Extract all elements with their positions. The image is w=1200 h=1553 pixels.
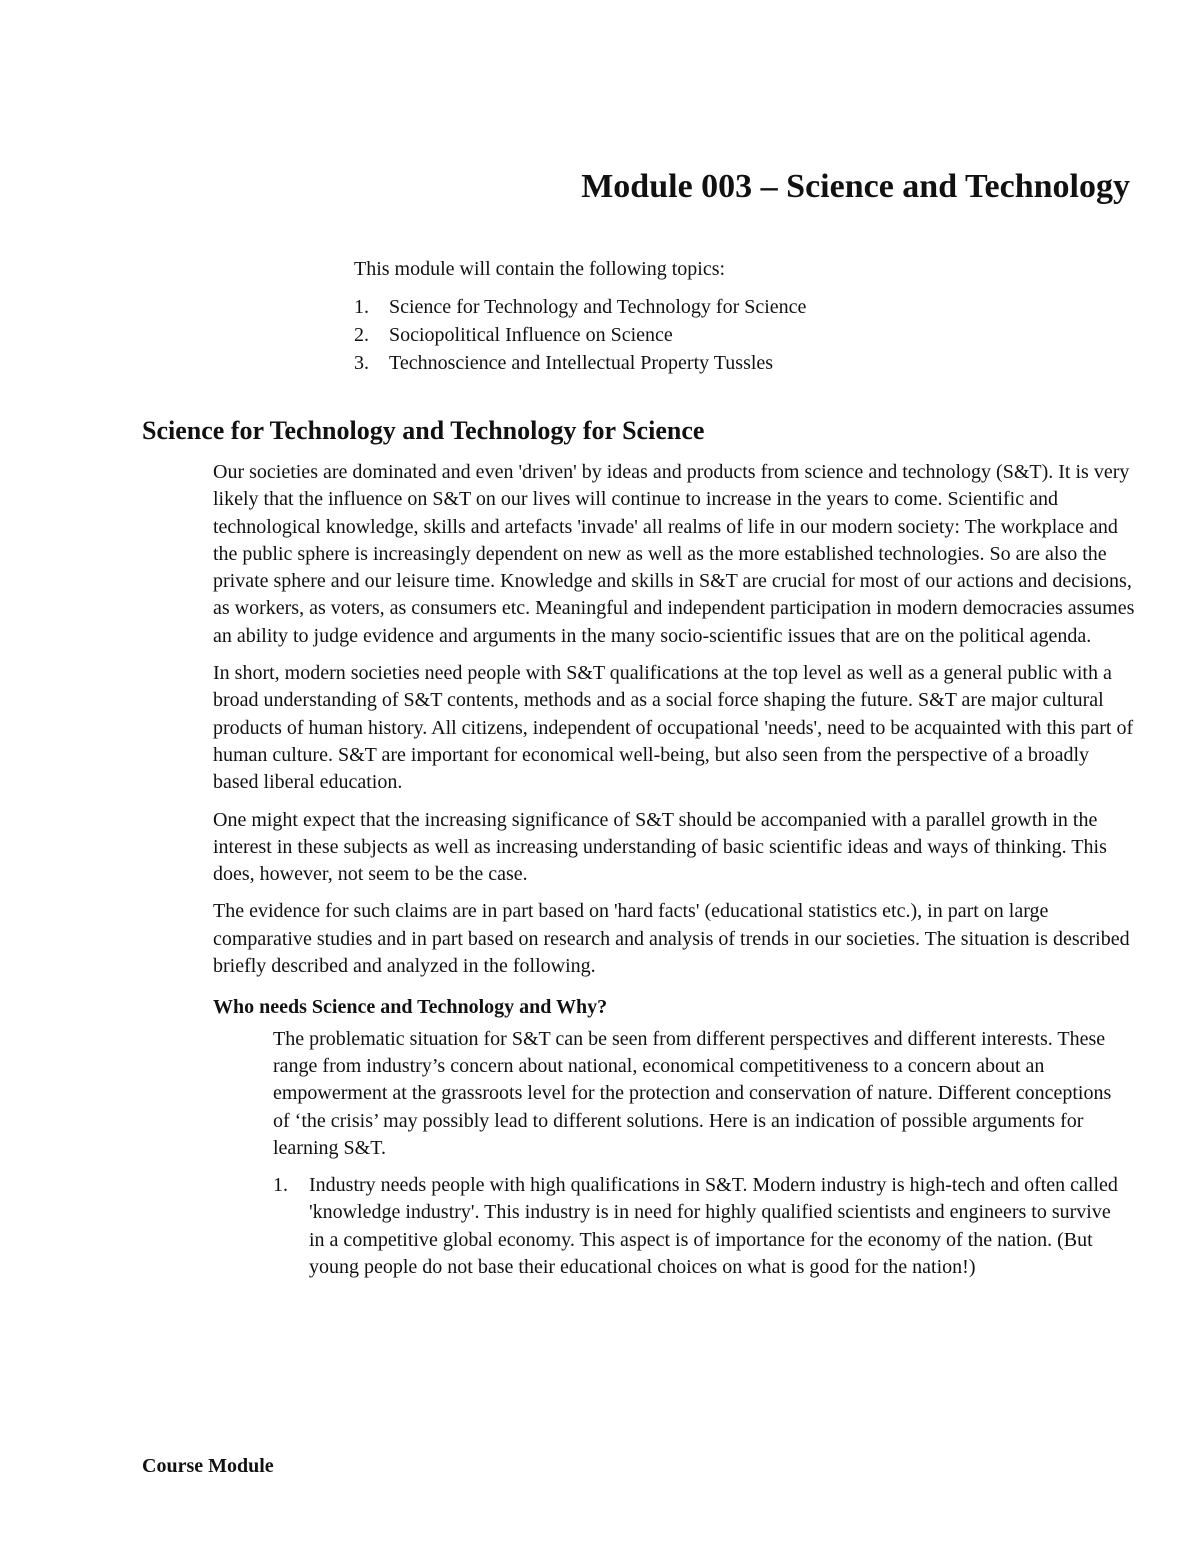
list-number: 1. — [273, 1174, 288, 1197]
list-number: 3. — [354, 352, 369, 374]
footer-label: Course Module — [142, 1455, 274, 1477]
section-body — [213, 459, 1138, 1281]
topic-list — [354, 293, 1114, 377]
intro-text: This module will contain the following topics: — [354, 258, 726, 280]
argument-list — [273, 1172, 1123, 1281]
list-number: 2. — [354, 324, 369, 346]
body-paragraph: Our societies are dominated and even 'driven' by ideas and products from science and technology (S&T). It is very likely that the influence on S&T on our lives will continue to increase in the years to come. Scientific and technological knowledge, skills and artefacts 'invade' all realms of life in our modern society: The workplace and the public sphere is increasingly dependent on new as well as the more established technologies. So are also the private sphere and our leisure time. Knowledge and skills in S&T are crucial for most of our actions and decisions, as workers, as voters, as consumers etc. Meaningful and independent participation in modern democracies assumes an ability to judge evidence and arguments in the many socio-scientific issues that are on the political agenda. — [213, 461, 1135, 647]
body-paragraph: In short, modern societies need people with S&T qualifications at the top level as well as a general public with a broad understanding of S&T contents, methods and as a social force shaping the future. S&T are major cultural products of human history. All citizens, independent of occupational 'needs', need to be acquainted with this part of human culture. S&T are important for economical well-being, but also seen from the perspective of a broadly based liberal education. — [213, 662, 1134, 794]
topic-item — [354, 293, 1114, 321]
topic-text: Sociopolitical Influence on Science — [389, 324, 673, 346]
topic-item — [354, 321, 1114, 349]
argument-item — [273, 1172, 1123, 1281]
body-paragraph: The evidence for such claims are in part based on 'hard facts' (educational statistics etc.), in part on large comparative studies and in part based on research and analysis of trends in our societies. The situation is described briefly described and analyzed in the following. — [213, 900, 1130, 978]
body-paragraph: One might expect that the increasing significance of S&T should be accompanied with a parallel growth in the interest in these subjects as well as increasing understanding of basic scientific ideas and ways of thinking. This does, however, not seem to be the case. — [213, 808, 1107, 886]
subsection-heading: Who needs Science and Technology and Why? — [213, 996, 608, 1019]
topics-intro — [354, 258, 1114, 377]
page-title: Module 003 – Science and Technology — [581, 168, 1130, 205]
subsection-paragraph: The problematic situation for S&T can be seen from different perspectives and different interests. These range from industry’s concern about national, economical competitiveness to a concern about an empowerment at the grassroots level for the protection and conservation of nature. Different conceptions of ‘the crisis’ may possibly lead to different solutions. Here is an indication of possible arguments for learning S&T. — [273, 1027, 1112, 1159]
topic-item — [354, 349, 1114, 377]
section-heading: Science for Technology and Technology for Science — [142, 416, 705, 445]
list-number: 1. — [354, 296, 369, 318]
subsection-body — [273, 1026, 1123, 1282]
topic-text: Science for Technology and Technology for Science — [389, 296, 807, 318]
argument-text: Industry needs people with high qualifications in S&T. Modern industry is high-tech and often called 'knowledge industry'. This industry is in need for highly qualified scientists and engineers to survive in a competitive global economy. This aspect is of importance for the economy of the nation. (But young people do not base their educational choices on what is good for the nation!) — [309, 1174, 1118, 1279]
topic-text: Technoscience and Intellectual Property Tussles — [389, 352, 774, 374]
